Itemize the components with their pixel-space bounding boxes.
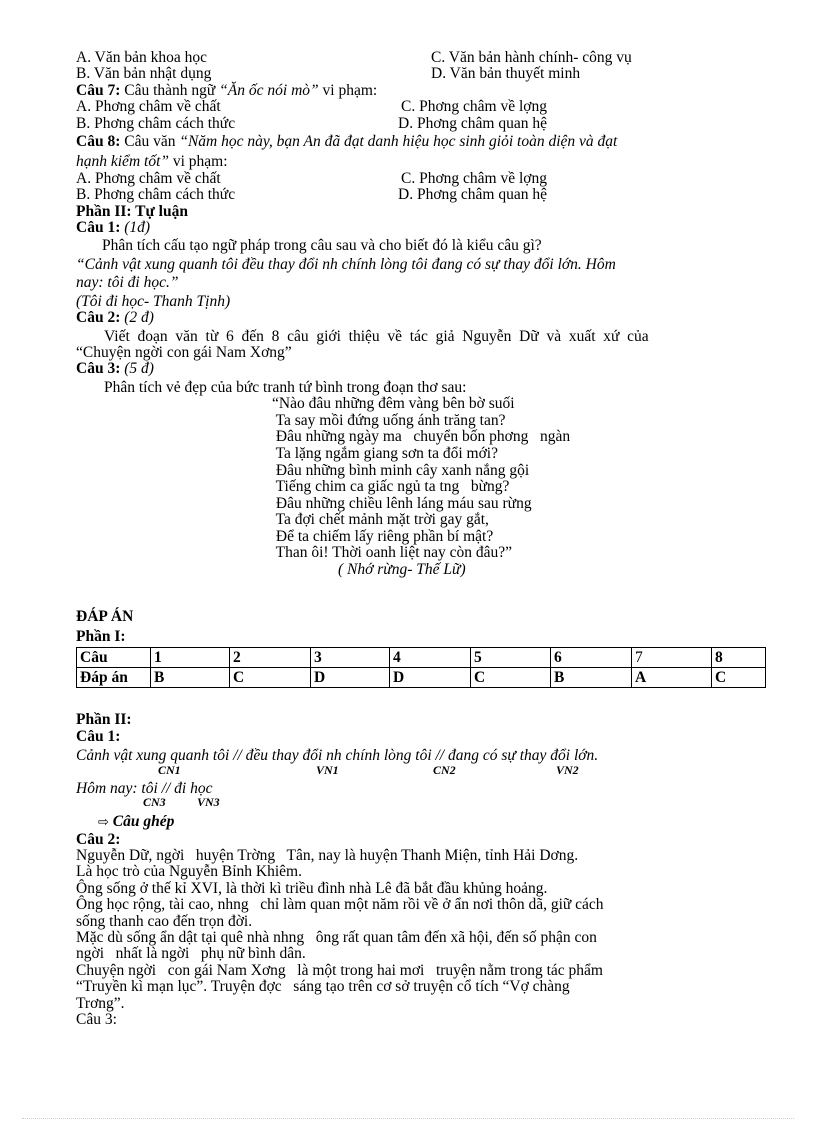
poem-line: Ta say mồi đứng uống ánh trăng tan?: [272, 411, 506, 429]
ans-q2-line: Trơng”.: [76, 994, 125, 1012]
q6-options-row2: [76, 66, 766, 82]
q8-option-c: C. Phơng châm về lợng: [401, 169, 547, 187]
table-cell: 7: [632, 648, 712, 668]
p2-q3-label: Câu 3:: [76, 360, 121, 378]
p2-q3-points: (5 đ): [120, 360, 154, 378]
sub-vn1: VN1: [316, 762, 339, 777]
poem-line: Để ta chiếm lấy riêng phần bí mật?: [272, 527, 494, 545]
p2-q2-points: (2 đ): [120, 309, 154, 327]
q7-option-a: A. Phơng châm về chất: [76, 98, 221, 116]
poem-line: Ta đợi chết mảnh mặt trời gay gắt,: [272, 511, 489, 529]
ans-q2-body: [76, 848, 766, 1012]
q8-options-row1: [76, 171, 766, 187]
q8-quote-line1: “Năm học này, bạn An đã đạt danh hiệu học sinh giỏi toàn diện và đạt: [179, 133, 618, 151]
ans-q1-conclusion-text: Câu ghép: [112, 813, 175, 831]
ans-q1-label: Câu 1:: [76, 727, 121, 745]
table-cell: 1: [151, 648, 230, 668]
answers-title: ĐÁP ÁN: [76, 607, 134, 625]
p2-q3-prompt: Phân tích vẻ đẹp của bức tranh tứ bình trong đoạn thơ sau:: [104, 378, 467, 396]
ans-q2-line: “Truyền kì mạn lục”. Truyện đợc sáng tạo trên cơ sở truyện cổ tích “Vợ chàng: [76, 978, 570, 996]
answer-table: [76, 647, 766, 688]
q8-quote-line2: hạnh kiểm tốt”: [76, 153, 169, 171]
q7-options-row1: [76, 99, 766, 115]
q8-option-a: A. Phơng châm về chất: [76, 169, 221, 187]
q7-option-b: B. Phơng châm cách thức: [76, 114, 236, 132]
sub-cn2: CN2: [433, 762, 456, 777]
ans-q2-line: Nguyễn Dữ, ngời huyện Trờng Tân, nay là huyện Thanh Miện, tỉnh Hải Dơng.: [76, 846, 579, 864]
table-cell: D: [311, 668, 390, 688]
ans-q2-line: Ông sống ở thế kỉ XVI, là thời kì triều đình nhà Lê đã bắt đầu khủng hoảng.: [76, 879, 548, 897]
p2-q2-heading: [76, 310, 766, 326]
poem-line: Tiếng chim ca giấc ngủ ta tng bừng?: [272, 478, 510, 496]
q6-option-a: A. Văn bản khoa học: [76, 49, 208, 66]
table-cell: 5: [471, 648, 551, 668]
p2-q1-quote-line2: nay: tôi đi học.”: [76, 274, 179, 292]
part2-title: Phần II: Tự luận: [76, 202, 188, 220]
table-cell: C: [471, 668, 551, 688]
table-cell: 4: [390, 648, 471, 668]
poem-line: Ta lặng ngắm giang sơn ta đổi mới?: [272, 444, 498, 462]
poem-line: “Nào đâu những đêm vàng bên bờ suối: [272, 395, 515, 413]
ans-q1-line2: [76, 781, 766, 797]
ans-q1-vn3-text: // đi học: [157, 779, 213, 797]
q8-option-d: D. Phơng châm quan hệ: [398, 186, 547, 204]
table-cell: D: [390, 668, 471, 688]
ans-q1-cn3-text: Hôm nay: tôi: [76, 779, 158, 797]
p2-q3-heading: [76, 361, 766, 377]
sub-cn3: CN3: [143, 795, 166, 810]
table-cell: 2: [230, 648, 311, 668]
q8-question-line2: [76, 154, 766, 170]
q7-question: [76, 83, 766, 99]
ans-q1-conclusion: [76, 814, 766, 831]
table-header-cau: Câu: [77, 648, 151, 668]
q7-option-d: D. Phơng châm quan hệ: [398, 114, 547, 132]
poem-source: ( Nhớ rừng- Thế Lữ): [338, 561, 466, 579]
answers-part2-title: Phần II:: [76, 711, 132, 729]
sub-vn3: VN3: [197, 795, 220, 810]
ans-q2-line: Mặc dù sống ẩn dật tại quê nhà nhng ông rất quan tâm đến xã hội, đến số phận con: [76, 928, 597, 946]
ans-q2-line: Là học trò của Nguyễn Bỉnh Khiêm.: [76, 863, 302, 881]
sub-cn1: CN1: [158, 762, 181, 777]
arrow-right-icon: ⇨: [98, 815, 109, 831]
p2-q1-points: (1đ): [120, 219, 151, 237]
p2-q1-heading: [76, 220, 766, 236]
ans-q1-sub1: [76, 762, 766, 778]
poem-line: Đâu những bình minh cây xanh nắng gội: [272, 461, 530, 479]
p2-q1-label: Câu 1:: [76, 219, 121, 237]
p2-q2-label: Câu 2:: [76, 309, 121, 327]
document-page: [76, 50, 766, 1028]
p2-q2-prompt-line2: “Chuyện ngời con gái Nam Xơng”: [76, 343, 292, 361]
q8-question-line1: [76, 134, 766, 150]
answer-table-row-answers: [77, 668, 766, 688]
q6-options-row1: [76, 50, 766, 66]
q8-option-b: B. Phơng châm cách thức: [76, 186, 236, 204]
q6-option-c: C. Văn bản hành chính- công vụ: [431, 49, 632, 66]
q8-text: Câu văn: [120, 133, 180, 151]
table-cell: 6: [551, 648, 632, 668]
p2-q1-source: (Tôi đi học- Thanh Tịnh): [76, 292, 231, 310]
answers-part1-title: Phần I:: [76, 628, 126, 646]
table-cell: 3: [311, 648, 390, 668]
table-cell: B: [151, 668, 230, 688]
ans-q2-line: Ông học rộng, tài cao, nhng chỉ làm quan một năm rồi về ở ẩn nơi thôn dã, giữ cách: [76, 896, 604, 914]
ans-q1-cn1-text: Cảnh vật xung quanh tôi: [76, 747, 230, 765]
table-cell: B: [551, 668, 632, 688]
q7-option-c: C. Phơng châm về lợng: [401, 98, 547, 116]
poem: [76, 396, 766, 579]
ans-q2-label: Câu 2:: [76, 830, 121, 848]
ans-q1-sub2: [76, 797, 766, 810]
sub-vn2: VN2: [556, 762, 579, 777]
q7-text-after: vi phạm:: [318, 81, 378, 99]
q6-option-b: B. Văn bản nhật dụng: [76, 65, 212, 83]
ans-q2-line: ngời nhất là ngời phụ nữ bình dân.: [76, 945, 306, 963]
q6-option-d: D. Văn bản thuyết minh: [431, 65, 581, 83]
q7-quote: “Ăn ốc nói mò”: [219, 81, 319, 99]
ans-q2-line: sống thanh cao đến trọn đời.: [76, 912, 253, 930]
poem-line: Đâu những ngày ma chuyển bốn phơng ngàn: [272, 428, 571, 446]
ans-q2-line: Chuyện ngời con gái Nam Xơng là một trong hai mơi truyện nằm trong tác phẩm: [76, 961, 603, 979]
page-bottom-divider: [22, 1118, 794, 1119]
q8-options-row2: [76, 187, 766, 203]
answer-table-row-questions: [77, 648, 766, 668]
table-cell: A: [632, 668, 712, 688]
ans-q1-vn1-text: // đều thay đổi nh chính lòng tôi: [229, 747, 432, 765]
ans-q3-label: Câu 3:: [76, 1010, 117, 1028]
poem-line: Than ôi! Thời oanh liệt nay còn đâu?”: [272, 544, 513, 562]
table-cell: C: [712, 668, 766, 688]
q8-label: Câu 8:: [76, 133, 121, 151]
poem-line: Đâu những chiều lênh láng máu sau rừng: [272, 494, 532, 512]
ans-q1-vn2-text: // đang có sự thay đổi lớn.: [431, 747, 599, 765]
q7-text: Câu thành ngữ: [120, 81, 220, 99]
p2-q1-prompt: Phân tích cấu tạo ngữ pháp trong câu sau và cho biết đó là kiểu câu gì?: [102, 237, 542, 255]
p2-q2-prompt-line1: Viết đoạn văn từ 6 đến 8 câu giới thiệu về tác giả Nguyễn Dữ và xuất xứ của: [104, 327, 649, 345]
q7-options-row2: [76, 116, 766, 132]
q7-label: Câu 7:: [76, 81, 121, 99]
table-cell: C: [230, 668, 311, 688]
table-header-dapan: Đáp án: [77, 668, 151, 688]
table-cell: 8: [712, 648, 766, 668]
q8-text-after: vi phạm:: [169, 153, 228, 171]
p2-q1-quote-line1: “Cảnh vật xung quanh tôi đều thay đổi nh chính lòng tôi đang có sự thay đổi lớn. Hôm: [76, 255, 616, 273]
